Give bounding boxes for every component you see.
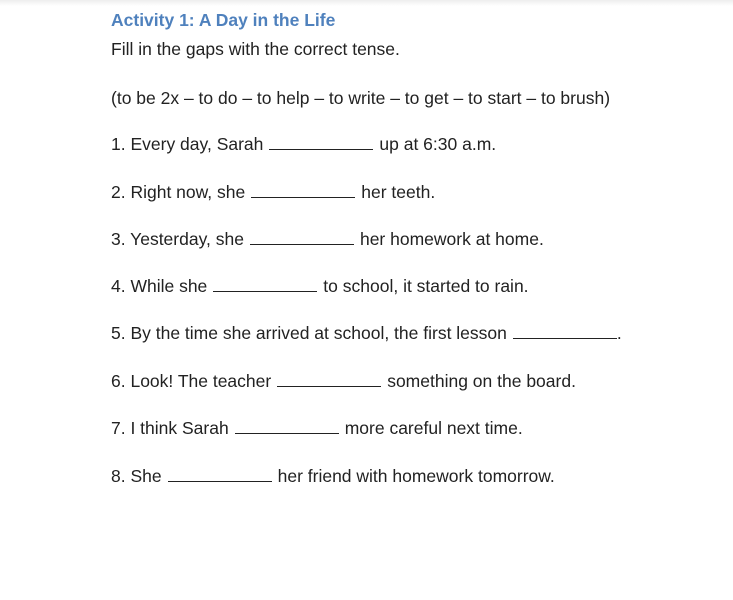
verb-list: (to be 2x – to do – to help – to write – to get – to start – to brush) [111,88,611,108]
item-text-before: 2. Right now, she [111,182,246,202]
item-text-after: her friend with homework tomorrow. [277,466,555,486]
item-text-before: 8. She [111,466,162,486]
exercise-item-8 [111,465,555,487]
exercise-item-3 [111,228,544,250]
answer-blank[interactable] [513,324,617,339]
exercise-item-4 [111,275,529,297]
page-top-shade [0,0,733,6]
item-text-after: her homework at home. [359,229,544,249]
answer-blank[interactable] [277,372,381,387]
item-text-before: 7. I think Sarah [111,418,229,438]
answer-blank[interactable] [235,419,339,434]
item-text-before: 5. By the time she arrived at school, the first lesson [111,323,507,343]
answer-blank[interactable] [250,230,354,245]
item-text-after: to school, it started to rain. [323,276,529,296]
item-text-after: more careful next time. [344,418,523,438]
exercise-item-1 [111,133,496,155]
item-text-before: 6. Look! The teacher [111,371,272,391]
exercise-item-7 [111,417,523,439]
answer-blank[interactable] [269,135,373,150]
item-text-before: 1. Every day, Sarah [111,134,264,154]
activity-instruction: Fill in the gaps with the correct tense. [111,39,400,59]
item-text-before: 4. While she [111,276,208,296]
answer-blank[interactable] [168,467,272,482]
item-text-after: something on the board. [387,371,576,391]
activity-title: Activity 1: A Day in the Life [111,10,336,30]
exercise-item-6 [111,370,576,392]
exercise-item-5 [111,322,622,344]
answer-blank[interactable] [213,277,317,292]
answer-blank[interactable] [251,183,355,198]
item-text-before: 3. Yesterday, she [111,229,244,249]
item-text-after: her teeth. [361,182,436,202]
exercise-item-2 [111,181,435,203]
item-text-after: . [616,323,622,343]
item-text-after: up at 6:30 a.m. [379,134,497,154]
